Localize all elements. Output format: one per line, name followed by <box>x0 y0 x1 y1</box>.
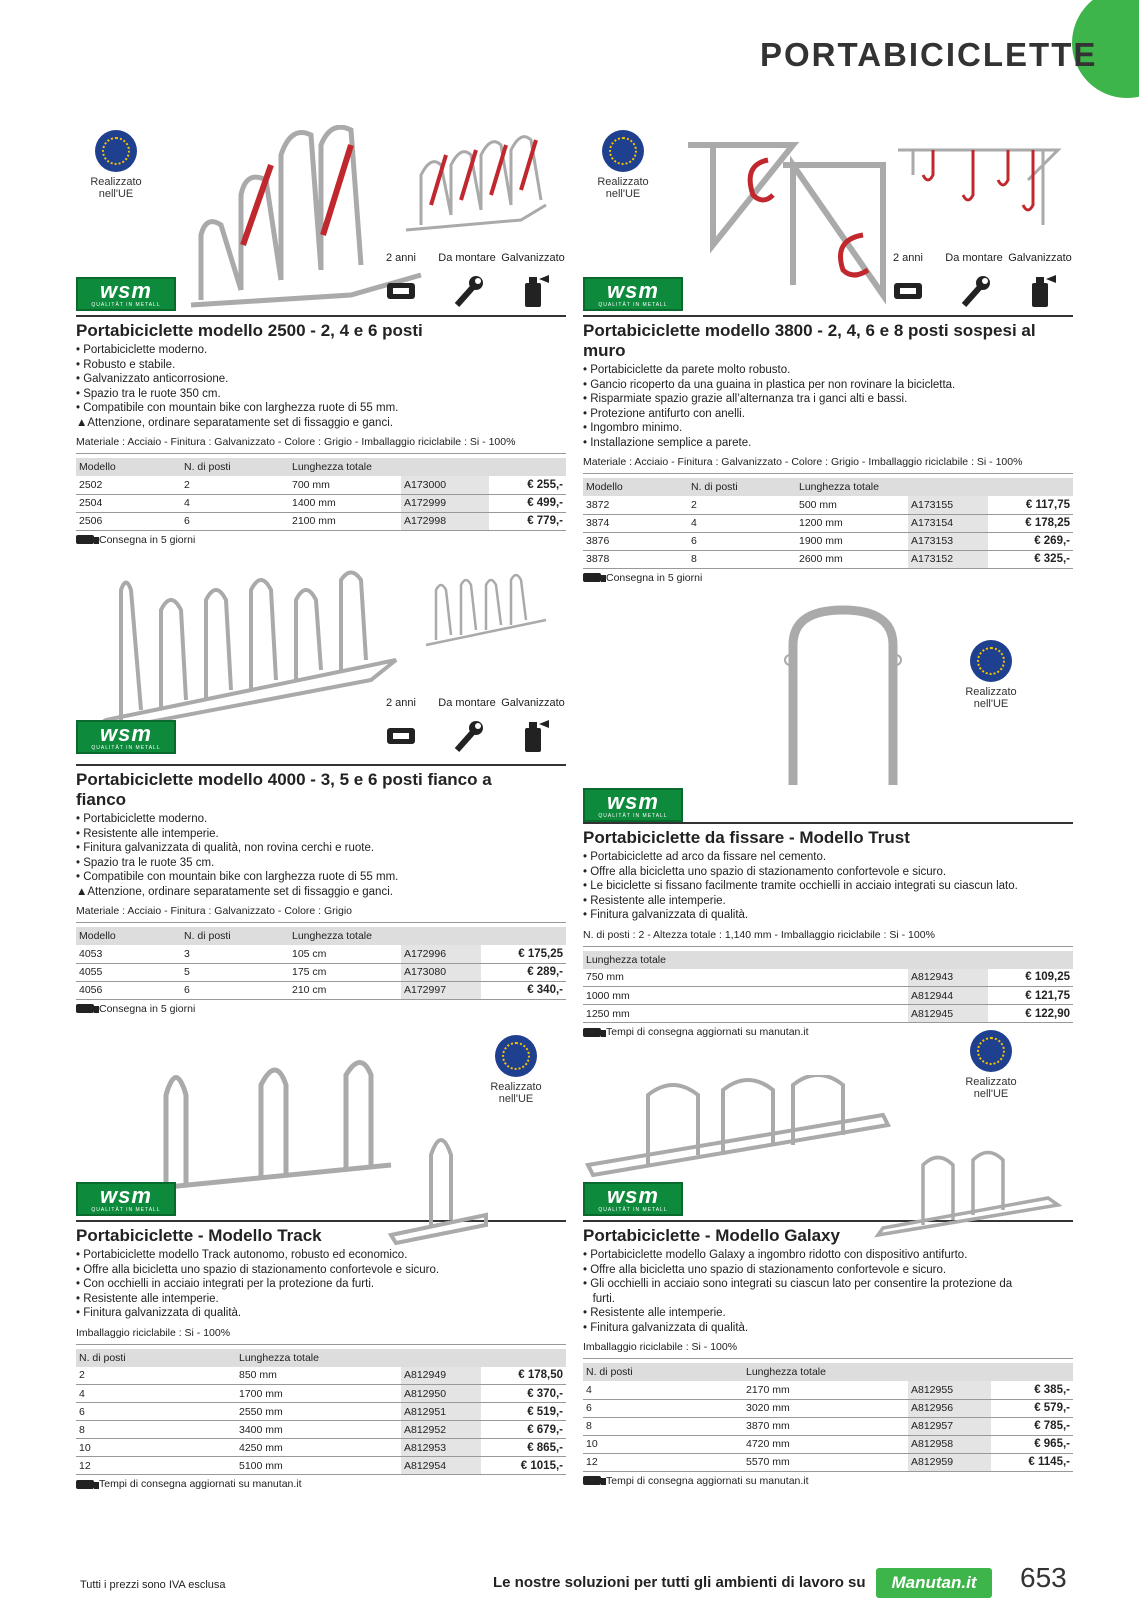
table-row: 750 mm A812943 € 109,25 <box>583 969 1073 987</box>
table-row: 3878 8 2600 mm A173152 € 325,- <box>583 550 1073 568</box>
divider <box>583 822 1073 824</box>
wsm-logo: wsm QUALITÄT IN METALL <box>76 277 176 311</box>
price-table: Lunghezza totale 750 mm A812943 € 109,25 1000 mm A812944 € 121,75 1250 mm A812945 € 122,90 <box>583 951 1073 1024</box>
wsm-logo: wsm QUALITÄT IN METALL <box>76 1182 176 1216</box>
price-table: Modello N. di posti Lunghezza totale 4053 3 105 cm A172996 € 175,25 4055 5 175 cm A173080 € 289,- 4056 6 210 cm A172997 € 340,- <box>76 927 566 1000</box>
price-table: Modello N. di posti Lunghezza totale 3872 2 500 mm A173155 € 117,75 3874 4 1200 mm A173154 € 178,25 3876 6 1900 mm A173153 € 269,- 3878 8 2600 mm A173152 € 325,- <box>583 478 1073 569</box>
page-number: 653 <box>1020 1562 1067 1593</box>
product-title: Portabiciclette da fissare - Modello Trust <box>583 828 910 847</box>
table-row: 4053 3 105 cm A172996 € 175,25 <box>76 945 566 963</box>
spec-line: Imballaggio riciclabile : Si - 100% <box>583 1341 1073 1359</box>
price-table: N. di posti Lunghezza totale 4 2170 mm A812955 € 385,- 6 3020 mm A812956 € 579,- 8 3870 mm A812957 € 785,- 10 4720 mm A812958 € 965,- 12 5570 mm A812959 € 1145,- <box>583 1363 1073 1472</box>
spec-line: Materiale : Acciaio - Finitura : Galvanizzato - Colore : Grigio <box>76 905 566 923</box>
spray-can-icon <box>1020 271 1060 311</box>
galaxy-rack-small-image <box>873 1140 1063 1240</box>
delivery-info: Tempi di consegna aggiornati su manutan.it <box>583 1026 1073 1038</box>
arch-rack-image <box>778 605 908 790</box>
delivery-info: Tempi di consegna aggiornati su manutan.it <box>583 1475 1073 1487</box>
feature-icons: 2 anni Da montare Galvanizzato <box>875 235 1073 311</box>
wsm-logo: wsm QUALITÄT IN METALL <box>583 1182 683 1216</box>
wrench-icon <box>447 716 487 756</box>
truck-icon <box>583 1028 601 1037</box>
eu-badge: Realizzato nell'UE <box>476 1035 556 1105</box>
table-row: 3874 4 1200 mm A173154 € 178,25 <box>583 514 1073 532</box>
product-4000 <box>76 570 566 1015</box>
truck-icon <box>583 1476 601 1485</box>
wall-rack-small-image <box>893 145 1063 235</box>
product-galaxy <box>583 1060 1073 1487</box>
eu-badge: Realizzato nell'UE <box>76 130 156 200</box>
table-row: 6 2550 mm A812951 € 519,- <box>76 1403 566 1421</box>
product-title: Portabiciclette modello 2500 - 2, 4 e 6 posti <box>76 321 423 340</box>
table-row: 12 5570 mm A812959 € 1145,- <box>583 1453 1073 1471</box>
footer-tagline: Le nostre soluzioni per tutti gli ambienti di lavoro su <box>493 1574 866 1591</box>
bullet-list: • Portabiciclette modello Galaxy a ingombro ridotto con dispositivo antifurto. • Offre alla bicicletta uno spazio di stazionamento confortevole e sicuro. • Gli occhielli in acciaio sono integrati su ciascun lato per consentire la protezione da furti. • Resistente alle intemperie. • Finitura galvanizzata di qualità. <box>583 1249 1013 1334</box>
table-row: 2 850 mm A812949 € 178,50 <box>76 1367 566 1385</box>
table-row: 10 4250 mm A812953 € 865,- <box>76 1439 566 1457</box>
wsm-logo: wsm QUALITÄT IN METALL <box>583 277 683 311</box>
track-rack-small-image <box>386 1125 496 1245</box>
truck-icon <box>76 535 94 544</box>
feature-icons: 2 anni Da montare Galvanizzato <box>368 235 566 311</box>
wrench-icon <box>447 271 487 311</box>
divider <box>76 764 566 766</box>
product-title: Portabiciclette - Modello Galaxy <box>583 1226 840 1245</box>
table-row: 2506 6 2100 mm A172998 € 779,- <box>76 512 566 530</box>
eu-flag-icon <box>495 1035 537 1077</box>
bike-rack-small-image <box>421 570 551 650</box>
eu-badge: Realizzato nell'UE <box>583 130 663 200</box>
table-row: 3872 2 500 mm A173155 € 117,75 <box>583 496 1073 514</box>
spec-line: Materiale : Acciaio - Finitura : Galvanizzato - Colore : Grigio - Imballaggio riciclabile : Si - 100% <box>583 456 1073 474</box>
table-row: 12 5100 mm A812954 € 1015,- <box>76 1457 566 1475</box>
product-title: Portabiciclette - Modello Track <box>76 1226 322 1245</box>
product-2500 <box>76 125 566 546</box>
delivery-info: Consegna in 5 giorni <box>76 1003 566 1015</box>
table-row: 1250 mm A812945 € 122,90 <box>583 1005 1073 1023</box>
eu-flag-icon <box>602 130 644 172</box>
table-row: 2502 2 700 mm A173000 € 255,- <box>76 476 566 494</box>
table-row: 4 1700 mm A812950 € 370,- <box>76 1385 566 1403</box>
bike-rack-image <box>76 570 406 745</box>
wrench-icon <box>954 271 994 311</box>
table-row: 4 2170 mm A812955 € 385,- <box>583 1381 1073 1399</box>
page-title: PORTABICICLETTE <box>760 36 1098 73</box>
vat-note: Tutti i prezzi sono IVA esclusa <box>80 1579 226 1591</box>
eu-flag-icon <box>970 640 1012 682</box>
spray-can-icon <box>513 271 553 311</box>
wsm-logo: wsm QUALITÄT IN METALL <box>76 720 176 754</box>
spec-line: N. di posti : 2 - Altezza totale : 1,140 mm - Imballaggio riciclabile : Si - 100% <box>583 929 1073 947</box>
price-table: Modello N. di posti Lunghezza totale 2502 2 700 mm A173000 € 255,- 2504 4 1400 mm A172999 € 499,- 2506 6 2100 mm A172998 € 779,- <box>76 458 566 531</box>
price-table: N. di posti Lunghezza totale 2 850 mm A812949 € 178,50 4 1700 mm A812950 € 370,- 6 2550 mm A812951 € 519,- 8 3400 mm A812952 € 679,- 10 4250 mm A812953 € 865,- 12 5100 mm A812954 € 1015,- <box>76 1349 566 1476</box>
product-title: Portabiciclette modello 3800 - 2, 4, 6 e 8 posti sospesi al muro <box>583 321 1036 360</box>
truck-icon <box>76 1480 94 1489</box>
divider <box>583 315 1073 317</box>
handshake-icon <box>381 271 421 311</box>
spec-line: Materiale : Acciaio - Finitura : Galvanizzato - Colore : Grigio - Imballaggio riciclabile : Si - 100% <box>76 436 566 454</box>
table-row: 4056 6 210 cm A172997 € 340,- <box>76 981 566 999</box>
product-3800 <box>583 125 1073 584</box>
eu-badge: Realizzato nell'UE <box>951 640 1031 710</box>
table-row: 8 3400 mm A812952 € 679,- <box>76 1421 566 1439</box>
bullet-list: • Portabiciclette moderno. • Resistente alle intemperie. • Finitura galvanizzata di qualità, non rovina cerchi e ruote. • Spazio tra le ruote 35 cm. • Compatibile con mountain bike con larghezza ruote di 55 mm. ▲Attenzione, ordinare separatamente set di fissaggio e ganci. <box>76 813 399 898</box>
table-row: 4055 5 175 cm A173080 € 289,- <box>76 963 566 981</box>
bike-rack-small-image <box>401 135 551 235</box>
bullet-list: • Portabiciclette modello Track autonomo, robusto ed economico. • Offre alla bicicletta uno spazio di stazionamento confortevole e sicuro. • Con occhielli in acciaio integrati per la protezione da furti. • Resistente alle intemperie. • Finitura galvanizzata di qualità. <box>76 1249 440 1319</box>
truck-icon <box>76 1004 94 1013</box>
feature-icons: 2 anni Da montare Galvanizzato <box>368 680 566 756</box>
product-trust <box>583 600 1073 1038</box>
table-row: 2504 4 1400 mm A172999 € 499,- <box>76 494 566 512</box>
eu-badge: Realizzato nell'UE <box>951 1030 1031 1100</box>
spray-can-icon <box>513 716 553 756</box>
wsm-logo: wsm QUALITÄT IN METALL <box>583 788 683 822</box>
table-row: 6 3020 mm A812956 € 579,- <box>583 1399 1073 1417</box>
product-track <box>76 1060 566 1490</box>
truck-icon <box>583 573 601 582</box>
bullet-list: • Portabiciclette da parete molto robusto. • Gancio ricoperto da una guaina in plastica per non rovinare la bicicletta. • Risparmiate spazio grazie all’alternanza tra i ganci alti e bassi. • Protezione antifurto con anelli. • Ingombro minimo. • Installazione semplice a parete. <box>583 364 956 449</box>
product-title: Portabiciclette modello 4000 - 3, 5 e 6 posti fianco a fianco <box>76 770 492 809</box>
handshake-icon <box>381 716 421 756</box>
eu-flag-icon <box>970 1030 1012 1072</box>
handshake-icon <box>888 271 928 311</box>
table-row: 3876 6 1900 mm A173153 € 269,- <box>583 532 1073 550</box>
bullet-list: • Portabiciclette moderno. • Robusto e stabile. • Galvanizzato anticorrosione. • Spazio tra le ruote 350 cm. • Compatibile con mountain bike con larghezza ruote di 55 mm. ▲Attenzione, ordinare separatamente set di fissaggio e ganci. <box>76 344 399 429</box>
manutan-logo[interactable]: Manutan.it <box>876 1568 992 1598</box>
bullet-list: • Portabiciclette ad arco da fissare nel cemento. • Offre alla bicicletta uno spazio di stazionamento confortevole e sicuro. • Le biciclette si fissano facilmente tramite occhielli in acciaio integrati su ciascun lato. • Resistente alle intemperie. • Finitura galvanizzata di qualità. <box>583 851 1018 921</box>
delivery-info: Consegna in 5 giorni <box>583 572 1073 584</box>
table-row: 10 4720 mm A812958 € 965,- <box>583 1435 1073 1453</box>
galaxy-rack-image <box>583 1075 893 1185</box>
track-rack-image <box>81 1060 401 1200</box>
delivery-info: Consegna in 5 giorni <box>76 534 566 546</box>
eu-flag-icon <box>95 130 137 172</box>
table-row: 1000 mm A812944 € 121,75 <box>583 987 1073 1005</box>
delivery-info: Tempi di consegna aggiornati su manutan.it <box>76 1478 566 1490</box>
table-row: 8 3870 mm A812957 € 785,- <box>583 1417 1073 1435</box>
wall-rack-image <box>683 125 893 305</box>
spec-line: Imballaggio riciclabile : Si - 100% <box>76 1327 566 1345</box>
